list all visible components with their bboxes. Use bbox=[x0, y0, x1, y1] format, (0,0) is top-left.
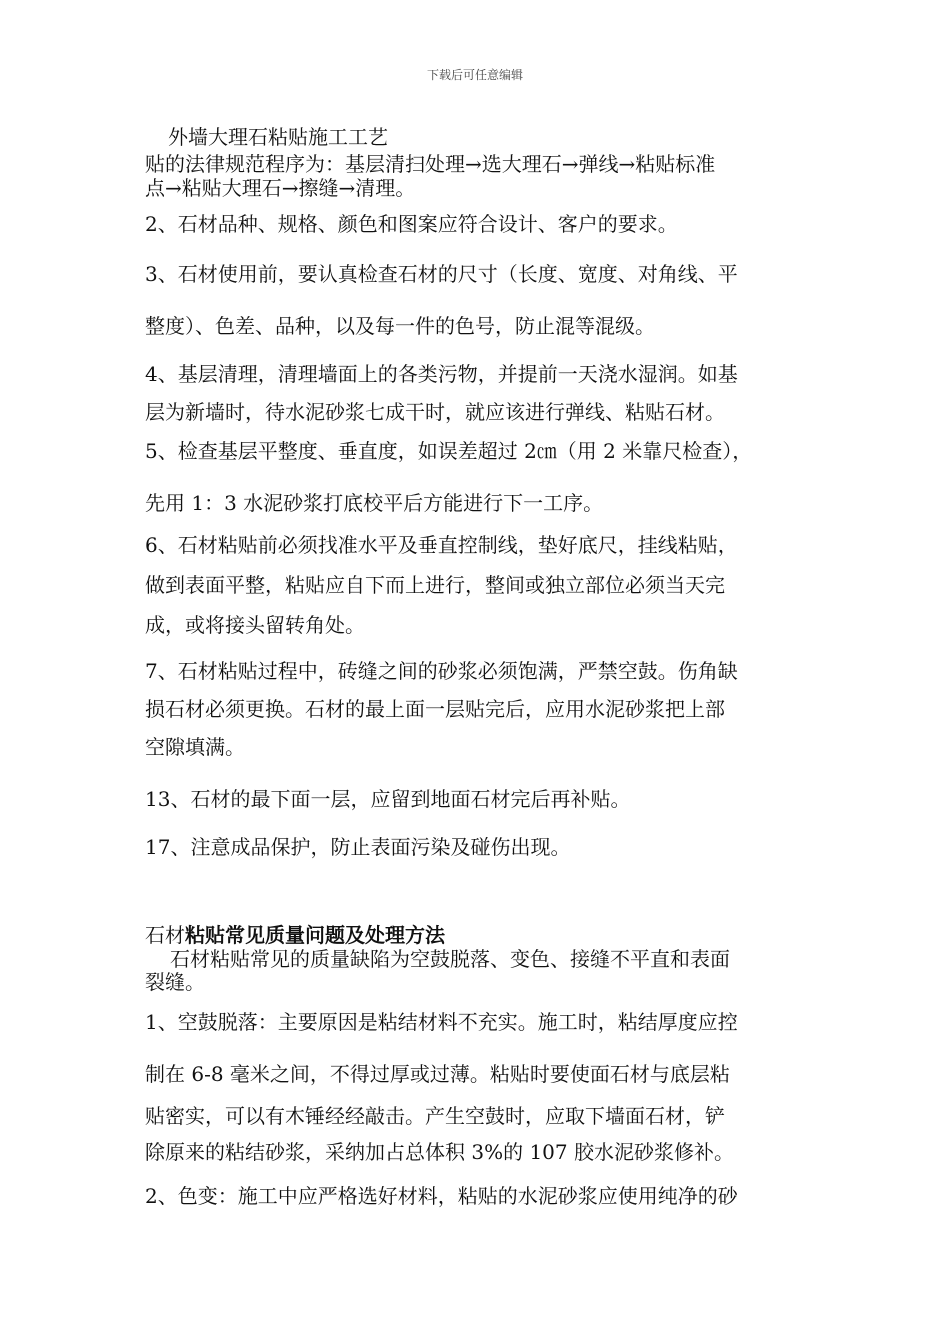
list-item bbox=[145, 200, 810, 248]
list-item bbox=[145, 775, 810, 823]
section-title-bold: 粘贴常见质量问题及处理方法 bbox=[185, 923, 445, 947]
item-line: 损石材必须更换。石材的最上面一层贴完后，应用水泥砂浆把上部 bbox=[145, 697, 725, 721]
section-title-plain: 石材 bbox=[145, 923, 185, 947]
page-header: 下载后可任意编辑 bbox=[426, 68, 523, 82]
item-line: 6、石材粘贴前必须找准水平及垂直控制线，垫好底尺，挂线粘贴， bbox=[145, 533, 738, 557]
item-line: 13、石材的最下面一层，应留到地面石材完后再补贴。 bbox=[145, 787, 631, 811]
item-line: 7、石材粘贴过程中，砖缝之间的砂浆必须饱满，严禁空鼓。伤角缺 bbox=[145, 659, 738, 683]
item-line: 层为新墙时，待水泥砂浆七成干时，就应该进行弹线、粘贴石材。 bbox=[145, 400, 725, 424]
list-item bbox=[145, 525, 810, 645]
intro-line: 贴的法律规范程序为：基层清扫处理→选大理石→弹线→粘贴标准 bbox=[145, 152, 716, 176]
item-line: 做到表面平整，粘贴应自下而上进行，整间或独立部位必须当天完 bbox=[145, 573, 725, 597]
item-line: 17、注意成品保护，防止表面污染及碰伤出现。 bbox=[145, 835, 571, 859]
list-item bbox=[145, 652, 810, 766]
item-line: 成，或将接头留转角处。 bbox=[145, 613, 365, 637]
intro-line: 点→粘贴大理石→擦缝→清理。 bbox=[145, 176, 416, 200]
list-item bbox=[145, 1172, 810, 1220]
item-line: 除原来的粘结砂浆，采纳加占总体积 3%的 107 胶水泥砂浆修补。 bbox=[145, 1140, 734, 1164]
item-line: 4、基层清理，清理墙面上的各类污物，并提前一天浇水湿润。如基 bbox=[145, 362, 738, 386]
list-item bbox=[145, 427, 810, 527]
item-line: 整度）、色差、品种，以及每一件的色号，防止混等混级。 bbox=[145, 314, 655, 338]
doc-title: 外墙大理石粘贴施工工艺 bbox=[168, 125, 388, 149]
item-line: 1、空鼓脱落：主要原因是粘结材料不充实。施工时，粘结厚度应控 bbox=[145, 1010, 738, 1034]
item-line: 空隙填满。 bbox=[145, 735, 245, 759]
list-item bbox=[145, 998, 810, 1170]
section-title bbox=[145, 923, 445, 947]
item-line: 5、检查基层平整度、垂直度，如误差超过 2㎝（用 2 米靠尺检查）， bbox=[145, 439, 753, 463]
item-line: 2、石材品种、规格、颜色和图案应符合设计、客户的要求。 bbox=[145, 212, 678, 236]
section-intro: 石材粘贴常见的质量缺陷为空鼓脱落、变色、接缝不平直和表面 bbox=[170, 947, 730, 971]
item-line: 3、石材使用前，要认真检查石材的尺寸（长度、宽度、对角线、平 bbox=[145, 262, 738, 286]
item-line: 2、色变：施工中应严格选好材料，粘贴的水泥砂浆应使用纯净的砂 bbox=[145, 1184, 738, 1208]
item-line: 制在 6-8 毫米之间，不得过厚或过薄。粘贴时要使面石材与底层粘 bbox=[145, 1062, 730, 1086]
item-line: 贴密实，可以有木锤经经敲击。产生空鼓时，应取下墙面石材，铲 bbox=[145, 1104, 725, 1128]
list-item bbox=[145, 250, 810, 350]
section-intro: 裂缝。 bbox=[145, 970, 205, 994]
list-item bbox=[145, 350, 810, 436]
item-line: 先用 1：3 水泥砂浆打底校平后方能进行下一工序。 bbox=[145, 491, 604, 515]
list-item bbox=[145, 823, 810, 871]
